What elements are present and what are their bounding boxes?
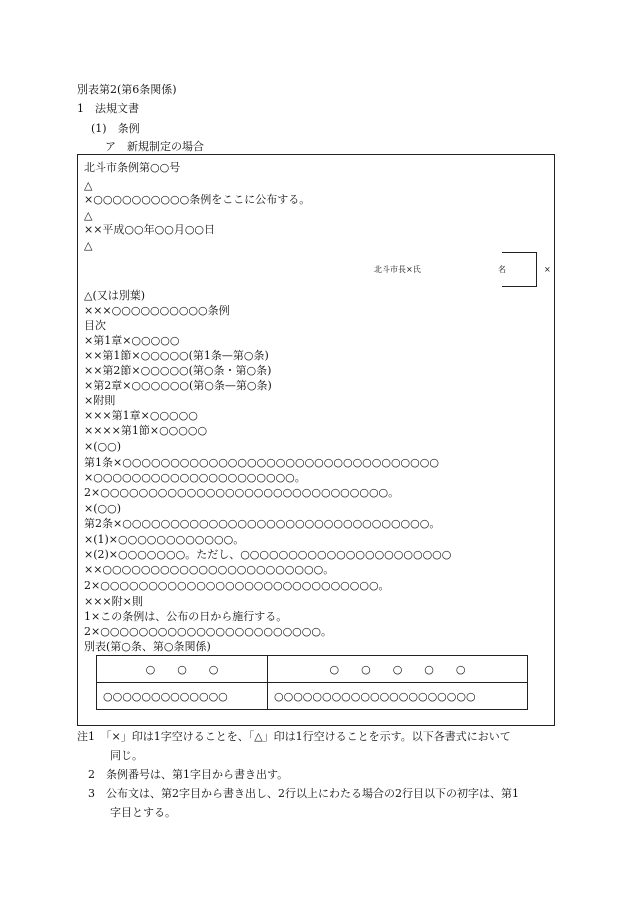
table-row [97,656,528,683]
form-line: 目次 [84,319,106,332]
table-header-cell: ○ ○ ○ ○ ○ [268,656,528,683]
section-heading: 1 法規文書 [77,102,139,115]
annex-heading: 別表第2(第6条関係) [77,83,177,96]
form-line: 北斗市条例第○○号 [84,161,181,174]
note-line: 3 公布文は、第2字目から書き出し、2行以上にわたる場合の2行目以下の初字は、第1 [77,787,519,800]
table-row [97,683,528,710]
note-line: 2 条例番号は、第1字目から書き出す。 [77,768,289,781]
note-line: 同じ。 [77,749,143,762]
form-line: ×(2)×○○○○○○○。ただし、○○○○○○○○○○○○○○○○○○○○○○ [84,548,452,561]
form-line: ×(1)×○○○○○○○○○○○○。 [84,533,245,546]
form-line: △ [84,179,93,192]
form-line: ××第1節×○○○○○(第1条—第○条) [84,349,269,362]
schedule-table [96,655,528,710]
table-cell: ○○○○○○○○○○○○○ [97,683,268,710]
seal-bracket [506,252,537,287]
form-line: △ [84,209,93,222]
form-line: ×第1章×○○○○○ [84,334,180,347]
form-box [77,154,555,726]
form-line: 別表(第○条、第○条関係) [84,640,211,653]
subsection-heading: (1) 条例 [91,122,140,135]
form-line: ×第2章×○○○○○○(第○条—第○条) [84,379,272,392]
form-line: 第1条×○○○○○○○○○○○○○○○○○○○○○○○○○○○○○○○○○ [84,456,439,469]
form-line: △(又は別葉) [84,289,146,302]
form-line: ×××○○○○○○○○○○条例 [84,304,230,317]
form-line: ×(○○) [84,502,121,515]
form-line: ××○○○○○○○○○○○○○○○○○○○○○○○。 [84,563,335,576]
table-cell: ○○○○○○○○○○○○○○○○○○○○○ [268,683,528,710]
form-line: ××第2節×○○○○○(第○条・第○条) [84,364,272,377]
form-line: 1×この条例は、公布の日から施行する。 [84,610,288,623]
form-line: ×○○○○○○○○○○○○○○○○○○○○○。 [84,471,306,484]
form-line: 2×○○○○○○○○○○○○○○○○○○○○○○○○○○○○○。 [84,579,390,592]
form-line: ×××附×則 [84,595,143,608]
form-line: ××××第1節×○○○○○ [84,424,208,437]
name-label: 名 [498,265,506,274]
form-line: 2×○○○○○○○○○○○○○○○○○○○○○○○○○○○○○○。 [84,486,400,499]
form-line: ××平成○○年○○月○○日 [84,223,216,236]
mayor-signature: 北斗市長×氏 [374,265,421,274]
form-line: ×○○○○○○○○○○条例をここに公布する。 [84,193,311,206]
note-line: 注1 「×」印は1字空けることを、「△」印は1行空けることを示す。以下各書式において [77,730,511,743]
form-line: ×附則 [84,394,116,407]
form-line: △ [84,239,93,252]
table-header-cell: ○ ○ ○ [97,656,268,683]
form-line: ×××第1章×○○○○○ [84,409,198,422]
case-heading: ア 新規制定の場合 [105,140,204,153]
form-line: 第2条×○○○○○○○○○○○○○○○○○○○○○○○○○○○○○○○○。 [84,517,441,530]
form-line: ×(○○) [84,440,121,453]
form-line: 2×○○○○○○○○○○○○○○○○○○○○○○○。 [84,625,332,638]
seal-cross: × [544,265,551,274]
note-line: 字目とする。 [77,806,176,819]
